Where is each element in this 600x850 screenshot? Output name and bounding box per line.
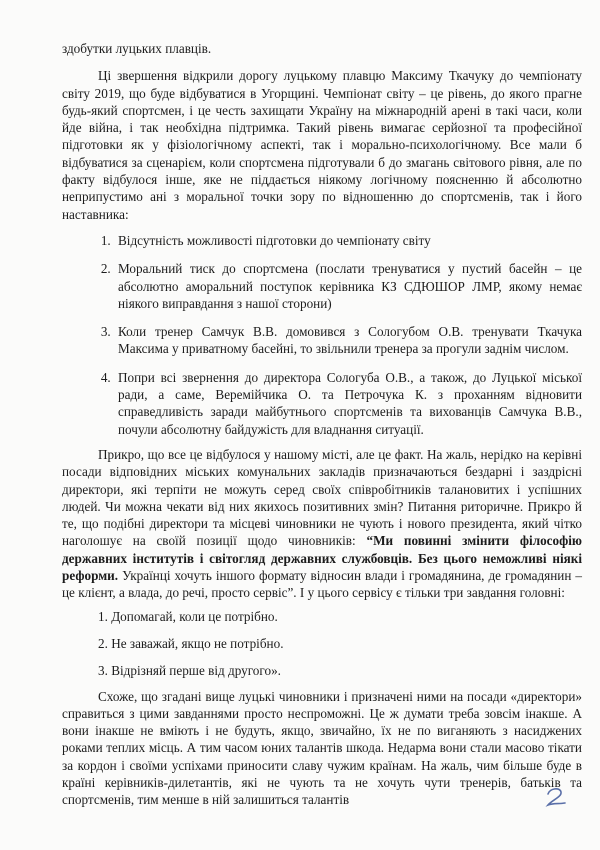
- president-quote-bold: “Ми повинні змінити філософію державних інститутів і світогляд державних службовців. Без цього неможливі ніякі реформи.: [62, 533, 582, 584]
- issue-item: 1. Відсутність можливості підготовки до чемпіонату світу: [114, 232, 582, 249]
- issues-list: [62, 232, 582, 438]
- task-item: 2. Не заважай, якщо не потрібно.: [98, 635, 284, 651]
- task-item: 3. Відрізняй перше від другого».: [98, 663, 281, 679]
- paragraph-regret-end: Українці хочуть іншого формату відносин влади і громадянина, де громадянин – це клієнт, а влада, до речі, просто сервіс”. І у цього сервісу є тільки три завдання головні:: [62, 568, 582, 601]
- tasks-list: [62, 608, 582, 680]
- issue-item: 4. Попри всі звернення до директора Сологуба О.В., а також, до Луцької міської ради, а саме, Веремійчика О. та Петрочука К. з проханням відновити справедливість заради майбутнього спортсменів та вихованців Самчука В.В., почули абсолютну байдужість для владнання ситуації.: [114, 369, 582, 438]
- task-item: 1. Допомагай, коли це потрібно.: [98, 608, 278, 624]
- paragraph-regret-text: Прикро, що все це відбулося у нашому місті, але це факт. На жаль, нерідко на керівні посади відповідних міських комунальних закладів призначаються бездарні і заздрісні директори, які терпіти не можуть серед своїх співробітників талановитих і успішних людей. Чи можна чекати від них якихось позитивних змін? Питання риторичне. Прикро й те, що подібні директори та місцеві чиновники не чують і нового президента, який чітко наголошує на своїй позиції щодо чиновників:: [62, 446, 582, 549]
- issue-item: 2. Моральний тиск до спортсмена (послати тренуватися у пустий басейн – це абсолютно аморальний поступок керівника КЗ СДЮШОР ЛМР, якому немає ніякого виправдання з нашої сторони): [114, 260, 582, 312]
- handwritten-page-number-icon: [544, 786, 568, 808]
- paragraph-intro: здобутки луцьких плавців.: [62, 41, 212, 56]
- paragraph-world-championship: Ці звершення відкрили дорогу луцькому плавцю Максиму Ткачуку до чемпіонату світу 2019, що буде відбуватися в Угорщині. Чемпіонат світу – це рівень, до якого прагне будь-який спортсмен, і це честь захищати Україну на міжнародній арені в такі часи, коли йде війна, і так необхідна підтримка. Такий рівень вимагає серйозної та професійної підготовки як у фізіологічному аспекті, так і морально-психологічному. Все мали б відбуватися за сценарієм, коли спортсмена підготували б до змагань світового рівня, але по факту відбулося інше, яке не піддається ніякому логічному поясненню й абсолютно неприпустимо ані з моральної точки зору по відношенню до спортсменів, так і його наставника:: [62, 68, 582, 222]
- paragraph-regret: [62, 446, 582, 602]
- paragraph-conclusion: Схоже, що згадані вище луцькі чиновники і призначені ними на посади «директори» справиться з цими завданнями просто неспроможні. Це ж думати треба зовсім інакше. А вони інакше не вміють і не будуть, якщо, звичайно, їх не по виганяють з насиджених роками теплих місць. А тим часом юних талантів шкода. Недарма вони стали масово тікати за кордон і своїми успіхами приносити славу чужим країнам. На жаль, чим більше буде в країні керівників-дилетантів, які не чують та не хочуть чути тренерів, батьків та спортсменів, тим менше в ній залишиться талантів: [62, 688, 582, 808]
- issue-item: 3. Коли тренер Самчук В.В. домовився з Сологубом О.В. тренувати Ткачука Максима у приватному басейні, то звільнили тренера за прогули заднім числом.: [114, 323, 582, 358]
